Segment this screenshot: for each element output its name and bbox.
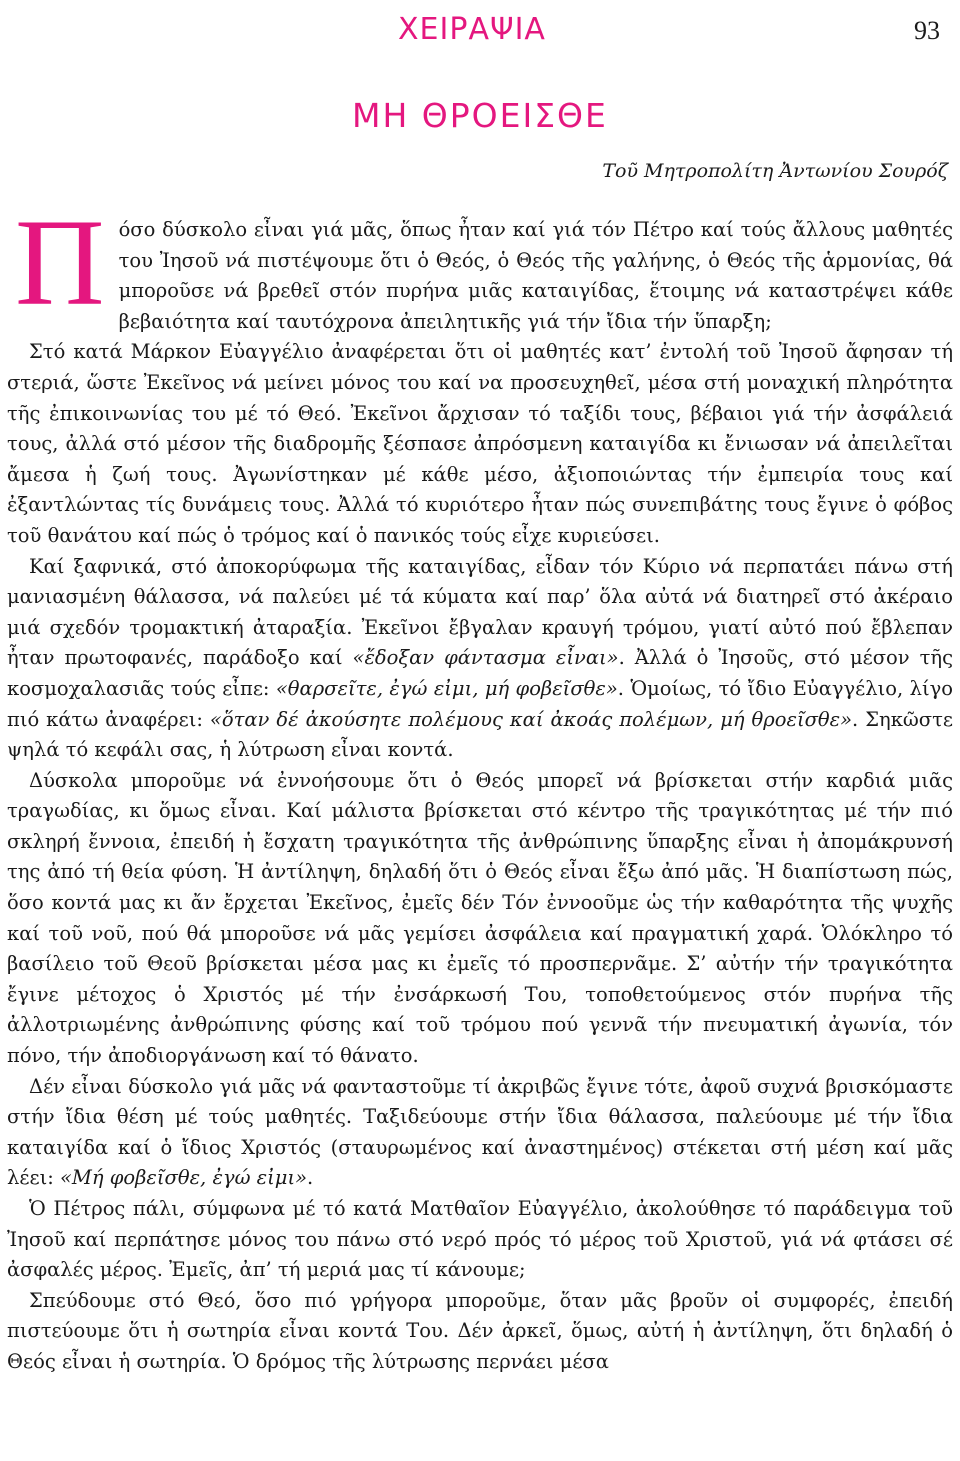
paragraph-3 [7, 552, 953, 766]
byline: Τοῦ Μητροπολίτη Ἀντωνίου Σουρόζ [602, 160, 948, 182]
drop-cap: Π [15, 194, 105, 331]
paragraph-7: Σπεύδουμε στό Θεό, ὅσο πιό γρήγορα μποροῦμε, ὅταν μᾶς βροῦν οἱ συμφορές, ἐπειδή πιστεύουμε ὅτι ἡ σωτηρία εἶναι κοντά Του. Δέν ἀρκεῖ, ὅμως, αὐτή ἡ ἀντίληψη, ὅτι δηλαδή ὁ Θεός εἶναι ἡ σωτηρία. Ὁ δρόμος τῆς λύτρωσης περνάει μέσα [7, 1288, 953, 1373]
paragraph-6: Ὁ Πέτρος πάλι, σύμφωνα μέ τό κατά Ματθαῖον Εὐαγγέλιο, ἀκολούθησε τό παράδειγμα τοῦ Ἰησοῦ καί περπάτησε μόνος του πάνω στό νερό πρός τό μέρος τοῦ Χριστοῦ, γιά νά φτάσει σέ ἀσφαλές μέρος. Ἐμεῖς, ἀπ’ τή μεριά μας τί κάνουμε; [7, 1197, 953, 1282]
page-number: 93 [914, 16, 940, 45]
quote-mi-foveisthe: «Μή φοβεῖσθε, ἐγώ εἰμι» [59, 1166, 308, 1190]
paragraph-5 [7, 1072, 953, 1194]
quote-phantasma: «ἔδοξαν φάντασμα εἶναι» [352, 646, 619, 670]
quote-polemous: «ὅταν δέ ἀκούσητε πολέμους καί ἀκοάς πολέμων, μή θροεῖσθε» [209, 707, 853, 731]
paragraph-5-text-b: . [307, 1166, 314, 1190]
article-title: ΜΗ ΘΡΟΕΙΣΘΕ [352, 96, 608, 135]
paragraph-4: Δύσκολα μποροῦμε νά ἐννοήσουμε ὅτι ὁ Θεός μπορεῖ νά βρίσκεται στήν καρδιά μιᾶς τραγωδίας, κι ὅμως εἶναι. Καί μάλιστα βρίσκεται στό κέντρο τῆς τραγικότητας μέ τήν πιό σκληρή ἔννοια, ἐπειδή ἡ ἔσχατη τραγικότητα τῆς ἀνθρώπινης ὕπαρξης εἶναι ἡ ἀπομάκρυνσή της ἀπό τή θεία φύση. Ἡ ἀντίληψη, δηλαδή ὅτι ὁ Θεός εἶναι ἔξω ἀπό μᾶς. Ἡ διαπίστωση πώς, ὅσο κοντά μας κι ἄν ἔρχεται Ἐκεῖνος, ἐμεῖς δέν Τόν ἐννοοῦμε ὡς τήν καθαρότητα τῆς ψυχῆς καί τοῦ νοῦ, πού θά μποροῦσε νά μᾶς γεμίσει ἀσφάλεια καί πραγματική χαρά. Ὁλόκληρο τό βασίλειο τοῦ Θεοῦ βρίσκεται μέσα μας κι ἐμεῖς τό προσπερνᾶμε. Σ’ αὐτήν τήν τραγικότητα ἔγινε μέτοχος ὁ Χριστός μέ τήν ἐνσάρκωσή Του, τοποθετούμενος στόν πυρήνα τῆς ἀλλοτριωμένης ἀνθρώπινης φύσης καί τοῦ τρόμου πού γεννᾶ τήν πνευματική ἀγωνία, τόν πόνο, τήν ἀποδιοργάνωση καί τό θάνατο. [7, 768, 953, 1068]
paragraph-5-text-a: Δέν εἶναι δύσκολο γιά μᾶς νά φανταστοῦμε τί ἀκριβῶς ἔγινε τότε, ἀφοῦ συχνά βρισκόμαστε στήν ἴδια θέση μέ τούς μαθητές. Ταξιδεύουμε στήν ἴδια θάλασσα, παλεύουμε μέ τήν ἴδια καταιγίδα καί ὁ ἴδιος Χριστός (σταυρωμένος καί ἀναστημένος) στέκεται στή μέση καί μᾶς λέει: [7, 1074, 953, 1190]
article-body [7, 194, 953, 1378]
paragraph-3-text-b: . Ἀλλά ὁ Ἰησοῦς, στό μέσον τῆς κοσμοχαλασιᾶς τούς εἶπε: [7, 646, 953, 700]
paragraph-1-text: όσο δύσκολο εἶναι γιά μᾶς, ὅπως ἦταν καί γιά τόν Πέτρο καί τούς ἄλλους μαθητές του Ἰησοῦ νά πιστέψουμε ὅτι ὁ Θεός, ὁ Θεός τῆς γαλήνης, ὁ Θεός τῆς ἁρμονίας, θά μποροῦσε νά βρεθεῖ στόν πυρήνα μιᾶς καταιγίδας, ἕτοιμης νά καταστρέψει κάθε βεβαιότητα καί ταυτόχρονα ἀπειλητικῆς γιά τήν ἴδια τήν ὕπαρξη; [118, 218, 953, 333]
paragraph-2: Στό κατά Μάρκον Εὐαγγέλιο ἀναφέρεται ὅτι οἱ μαθητές κατ’ ἐντολή τοῦ Ἰησοῦ ἄφησαν τή στεριά, ὥστε Ἐκεῖνος νά μείνει μόνος του καί να προσευχηθεῖ, μέσα στή μοναχική πληρότητα τῆς ἐπικοινωνίας του μέ τό Θεό. Ἐκεῖνοι ἄρχισαν τό ταξίδι τους, βέβαιοι γιά τήν ἀσφάλειά τους, ἀλλά στό μέσον τῆς διαδρομῆς ξέσπασε ἀπρόσμενη καταιγίδα κι ἔνιωσαν νά ἀπειλεῖται ἄμεσα ἡ ζωή τους. Ἀγωνίστηκαν μέ κάθε μέσο, ἀξιοποιώντας τήν ἐμπειρία τους καί ἐξαντλώντας τίς δυνάμεις τους. Ἀλλά τό κυριότερο ἦταν πώς συνεπιβάτης τους ἔγινε ὁ φόβος τοῦ θανάτου καί πώς ὁ τρόμος καί ὁ πανικός τούς εἶχε κυριεύσει. [7, 340, 953, 547]
running-head: ΧΕΙΡΑΨΙΑ [398, 12, 546, 47]
paragraph-1 [7, 194, 953, 337]
paragraph-3-text-d: . Σηκῶστε ψηλά τό κεφάλι σας, ἡ λύτρωση εἶναι κοντά. [7, 707, 953, 762]
quote-tharseite: «θαρσεῖτε, ἐγώ εἰμι, μή φοβεῖσθε» [275, 676, 618, 700]
paragraph-3-text-c: . Ὁμοίως, τό ἴδιο Εὐαγγέλιο, λίγο πιό κάτω ἀναφέρει: [7, 676, 953, 731]
paragraph-3-text-a: Καί ξαφνικά, στό ἀποκορύφωμα τῆς καταιγίδας, εἶδαν τόν Κύριο νά περπατάει πάνω στή μανιασμένη θάλασσα, νά παλεύει μέ τά κύματα καί παρ’ ὅλα αὐτά νά διατηρεῖ στό ἀκέραιο μιά σχεδόν τρομακτική ἀταραξία. Ἐκεῖνοι ἔβγαλαν κραυγή τρόμου, γιατί αὐτό πού ἔβλεπαν ἦταν πρωτοφανές, παράδοξο καί [7, 554, 953, 670]
